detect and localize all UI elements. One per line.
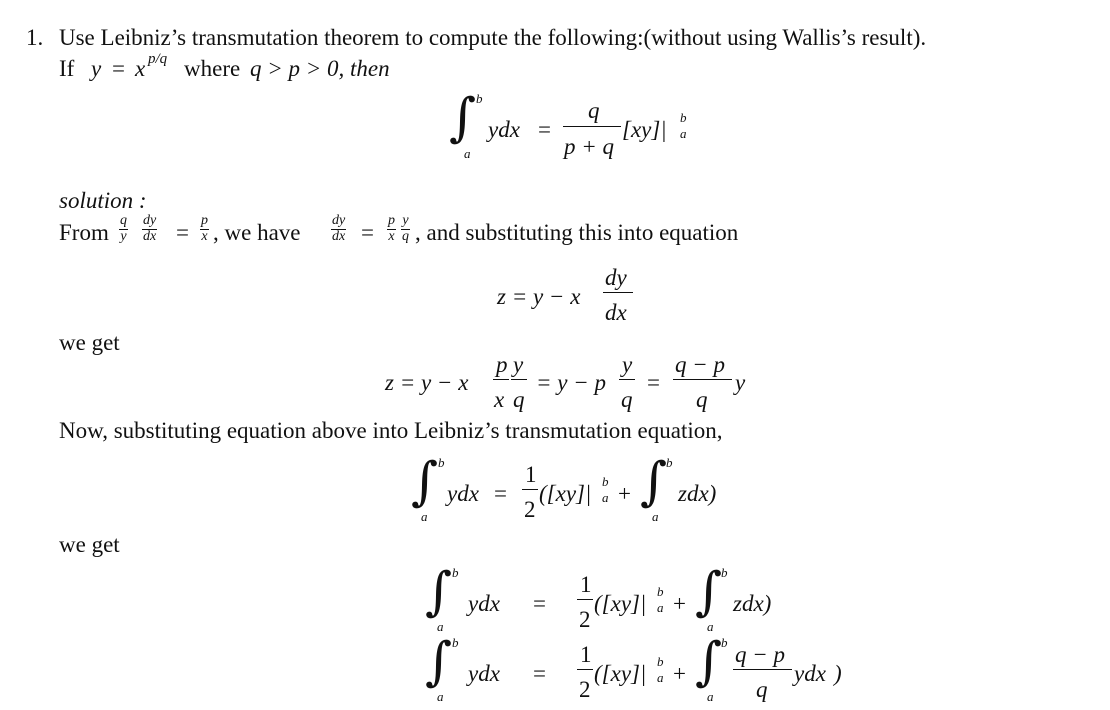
if-label: If [59, 56, 75, 81]
equals-sign: = [533, 591, 546, 616]
from-label: From [59, 220, 109, 245]
upper-limit-b: b [452, 565, 459, 580]
numerator: y [402, 213, 409, 228]
denominator: x [201, 228, 208, 244]
inline-fraction-p-over-x [387, 214, 396, 244]
upper-limit-b: b [438, 455, 445, 470]
ydx-closing: ydx [794, 661, 826, 686]
q-minus-p-numerator: q − p [735, 642, 786, 667]
plus-sign: + [618, 481, 631, 506]
fraction-bar [619, 379, 635, 380]
fraction-denominator-p-plus-q: p + q [564, 134, 615, 159]
integral-sign: ∫ [640, 452, 668, 512]
closing-paren: ) [834, 661, 842, 686]
equals-sign: = [533, 661, 546, 686]
denominator: y [120, 228, 127, 244]
one-half-denominator: 2 [524, 497, 536, 522]
var-y: y [91, 56, 102, 81]
ydx: ydx [468, 591, 500, 616]
integral-sign: ∫ [411, 452, 439, 512]
fraction-bar [673, 379, 732, 380]
eval-lower-a: a [602, 490, 609, 505]
integral-sign: ∫ [449, 88, 477, 148]
numerator: q [120, 213, 127, 228]
fraction-numerator-q: q [588, 98, 600, 123]
eval-upper-b: b [657, 584, 664, 599]
condition-text: q > p > 0, then [250, 56, 390, 81]
dy-numerator: dy [605, 265, 627, 290]
inline-fraction-dy-over-dx [142, 214, 157, 244]
equals-sign: = [361, 220, 374, 245]
plus-sign: + [673, 591, 686, 616]
eval-upper-b: b [602, 474, 609, 489]
we-have-text: , we have [213, 220, 301, 245]
ydx: ydx [447, 481, 479, 506]
exponent-p-over-q: p/q [148, 51, 168, 67]
lower-limit-a: a [437, 689, 444, 704]
inline-fraction-p-over-x [200, 214, 209, 244]
q-denominator: q [756, 677, 768, 702]
lower-limit-a: a [437, 619, 444, 634]
fraction-bar [522, 489, 538, 490]
denominator: dx [143, 228, 157, 244]
xy-bracket-eval: ([xy]| [539, 481, 592, 506]
denominator: q [402, 228, 409, 244]
fraction-bar [563, 126, 621, 127]
substituting-text: , and substituting this into equation [415, 220, 739, 245]
we-get-label: we get [59, 330, 120, 355]
xy-bracket-eval: [xy]| [622, 117, 667, 142]
fraction-bar [733, 669, 792, 670]
plus-sign: + [673, 661, 686, 686]
eval-upper-b: b [680, 110, 687, 125]
fraction-bar [577, 599, 593, 600]
lower-limit-a: a [464, 146, 471, 161]
zdx: zdx) [733, 591, 772, 616]
numerator: dy [143, 213, 157, 228]
eval-upper-b: b [657, 654, 664, 669]
denominator: dx [332, 228, 346, 244]
p-numerator: p [496, 352, 508, 377]
lower-limit-a: a [421, 509, 428, 524]
upper-limit-b: b [721, 635, 728, 650]
eval-lower-a: a [680, 126, 687, 141]
eval-lower-a: a [657, 600, 664, 615]
inline-fraction-dy-over-dx [331, 214, 346, 244]
integral-sign: ∫ [425, 562, 453, 622]
problem-statement: Use Leibniz’s transmutation theorem to compute the following:(without using Wallis’s result). [59, 25, 927, 50]
integral-sign: ∫ [425, 632, 453, 692]
now-substituting-text: Now, substituting equation above into Leibniz’s transmutation equation, [59, 418, 723, 443]
fraction-bar [603, 292, 633, 293]
q-denominator: q [696, 387, 708, 412]
integral-sign: ∫ [695, 562, 723, 622]
equals-y-minus-p: = y − p [536, 370, 606, 395]
one-half-numerator: 1 [580, 642, 592, 667]
one-half-numerator: 1 [580, 572, 592, 597]
equals-sign: = [538, 117, 551, 142]
q-denominator: q [513, 387, 525, 412]
dx-denominator: dx [605, 300, 627, 325]
inline-fraction-y-over-q [401, 214, 410, 244]
one-half-numerator: 1 [525, 462, 537, 487]
xy-bracket-eval: ([xy]| [594, 661, 647, 686]
equals-sign: = [112, 56, 125, 81]
ydx: ydx [488, 117, 520, 142]
zdx: zdx) [678, 481, 717, 506]
y-factor: y [735, 370, 746, 395]
lower-limit-a: a [707, 619, 714, 634]
y-numerator: y [622, 352, 633, 377]
numerator: p [388, 213, 395, 228]
solution-heading: solution : [59, 188, 147, 213]
z-equation-lhs: z = y − x [385, 370, 469, 395]
where-label: where [184, 56, 241, 81]
numerator: p [201, 213, 208, 228]
y-numerator: y [513, 352, 524, 377]
ydx: ydx [468, 661, 500, 686]
upper-limit-b: b [452, 635, 459, 650]
numerator: dy [332, 213, 346, 228]
fraction-bar [577, 669, 593, 670]
upper-limit-b: b [666, 455, 673, 470]
lower-limit-a: a [707, 689, 714, 704]
one-half-denominator: 2 [579, 607, 591, 632]
lower-limit-a: a [652, 509, 659, 524]
q-denominator: q [621, 387, 633, 412]
q-minus-p-numerator: q − p [675, 352, 726, 377]
upper-limit-b: b [476, 91, 483, 106]
inline-fraction-q-over-y [119, 214, 128, 244]
problem-number: 1. [26, 25, 44, 50]
xy-bracket-eval: ([xy]| [594, 591, 647, 616]
x-denominator: x [494, 387, 505, 412]
z-equation-lhs: z = y − x [497, 284, 581, 309]
fraction-bar [493, 379, 509, 380]
equals-sign: = [176, 220, 189, 245]
upper-limit-b: b [721, 565, 728, 580]
equals-sign: = [647, 370, 660, 395]
denominator: x [388, 228, 395, 244]
eval-lower-a: a [657, 670, 664, 685]
one-half-denominator: 2 [579, 677, 591, 702]
fraction-bar [511, 379, 527, 380]
equals-sign: = [494, 481, 507, 506]
var-x: x [135, 56, 146, 81]
integral-sign: ∫ [695, 632, 723, 692]
we-get-label: we get [59, 532, 120, 557]
